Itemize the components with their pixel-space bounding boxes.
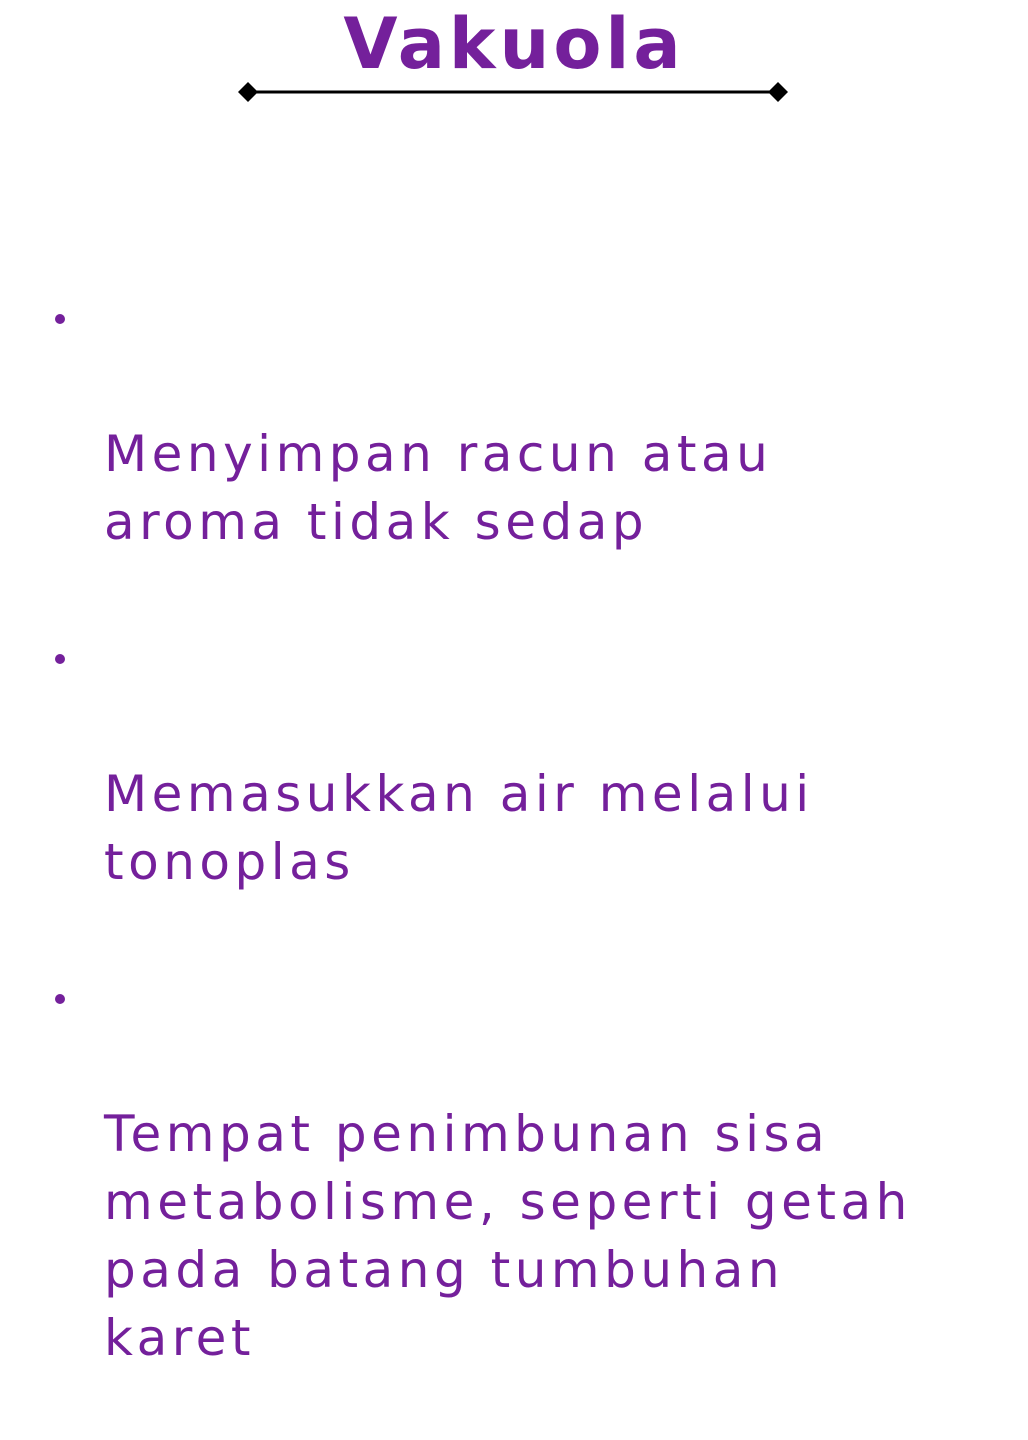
divider-left-diamond-icon bbox=[238, 82, 258, 102]
bullet-text: Memasukkan air melalui tonoplas bbox=[104, 765, 814, 891]
bullet-text: Menyimpan racun atau aroma tidak sedap bbox=[104, 425, 773, 551]
page-title: Vakuola bbox=[343, 3, 685, 85]
bullet-item-3 bbox=[0, 964, 1028, 1372]
bullet-item-1 bbox=[0, 284, 1028, 556]
bullet-text: Tempat penimbunan sisa metabolisme, seperti getah pada batang tumbuhan karet bbox=[104, 1105, 912, 1367]
bullet-dot-icon bbox=[55, 314, 65, 324]
title-divider bbox=[236, 80, 790, 104]
bullet-dot-icon bbox=[55, 654, 65, 664]
bullet-item-2 bbox=[0, 624, 1028, 896]
bullet-list bbox=[0, 284, 1028, 1440]
bullet-dot-icon bbox=[55, 994, 65, 1004]
divider-right-diamond-icon bbox=[768, 82, 788, 102]
